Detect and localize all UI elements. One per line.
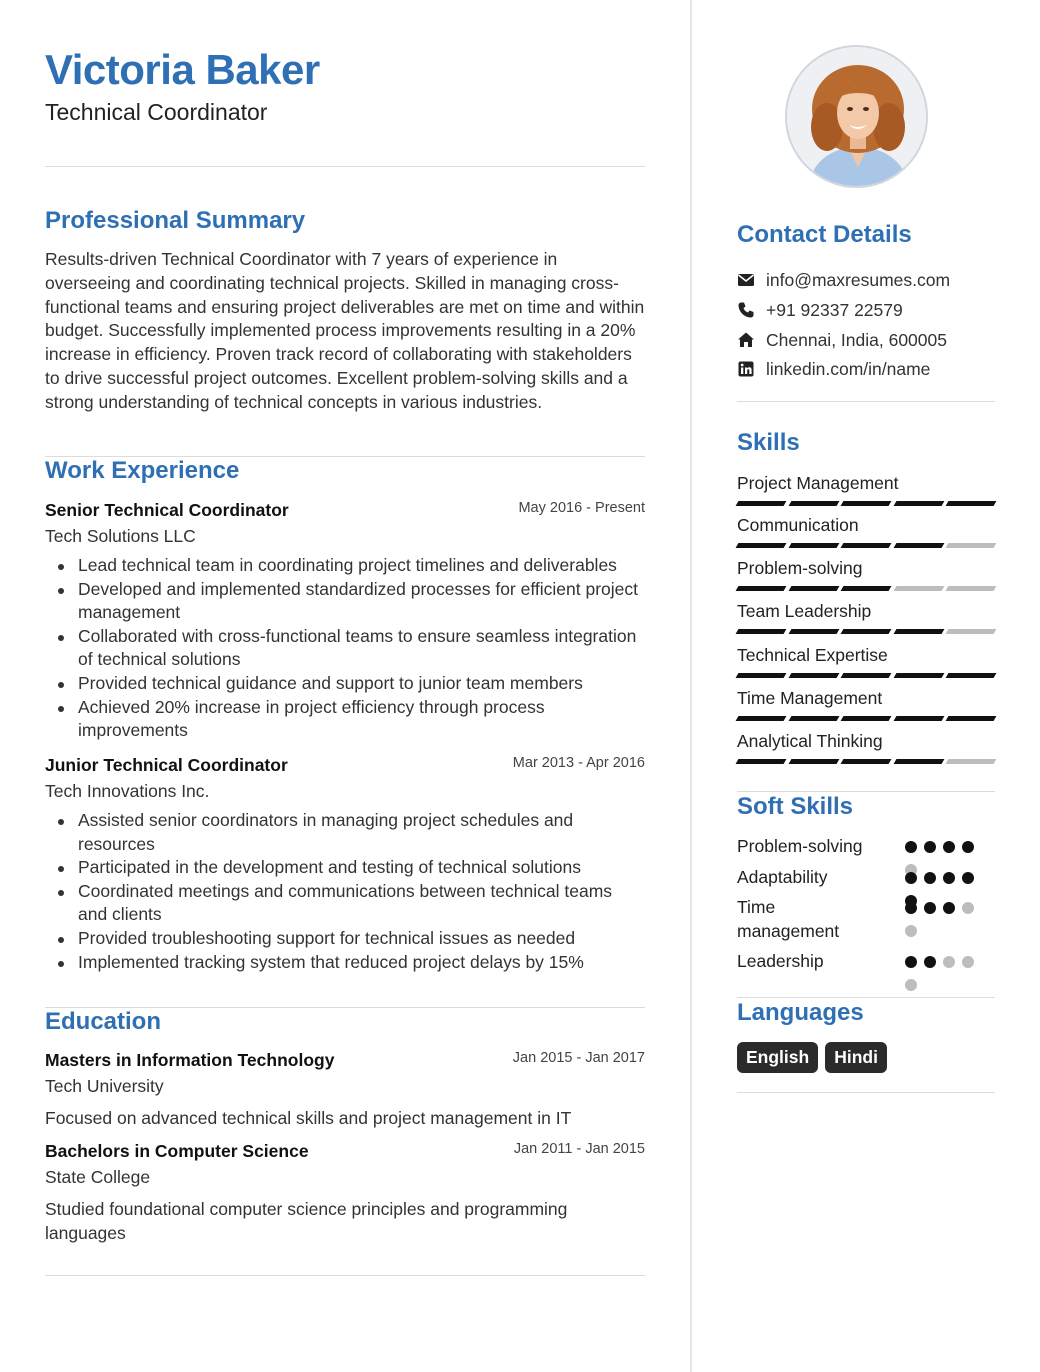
skill-level-segment — [893, 673, 943, 678]
skill-level-bar — [737, 673, 995, 678]
skill-level-segment — [893, 501, 943, 506]
skill-level-segment — [841, 759, 891, 764]
skill-level-segment — [841, 629, 891, 634]
job-bullets — [45, 554, 645, 743]
skill-level-segment — [946, 586, 996, 591]
soft-skill-name: Time management — [737, 897, 840, 941]
school-name: Tech University — [45, 1076, 164, 1096]
degree-title: Bachelors in Computer Science — [45, 1141, 309, 1161]
experience-heading: Work Experience — [45, 457, 240, 484]
rating-dot — [943, 902, 955, 914]
skill-level-segment — [893, 759, 943, 764]
skill-level-segment — [893, 716, 943, 721]
rating-dot — [943, 956, 955, 968]
rating-dot — [943, 841, 955, 853]
rating-dot — [962, 841, 974, 853]
rating-dot — [905, 841, 917, 853]
rating-dot — [905, 872, 917, 884]
skill-name: Project Management — [737, 473, 899, 493]
profile-photo — [785, 45, 928, 188]
language-badge: Hindi — [825, 1042, 887, 1073]
skill-level-segment — [893, 586, 943, 591]
skill-name: Team Leadership — [737, 601, 872, 621]
skill-level-bar — [737, 716, 995, 721]
company-name: Tech Innovations Inc. — [45, 781, 210, 801]
rating-dot — [905, 902, 917, 914]
job-entry — [45, 755, 645, 974]
skill-level-bar — [737, 501, 995, 506]
soft-skills-heading: Soft Skills — [737, 793, 854, 820]
skill-row — [737, 730, 995, 764]
job-title: Senior Technical Coordinator — [45, 500, 289, 520]
skill-row — [737, 557, 995, 591]
skill-level-segment — [841, 501, 891, 506]
linkedin-text[interactable]: linkedin.com/in/name — [766, 359, 931, 379]
skill-row — [737, 644, 995, 678]
skill-level-segment — [946, 501, 996, 506]
skill-name: Analytical Thinking — [737, 731, 883, 751]
skill-level-segment — [736, 759, 786, 764]
skill-level-segment — [736, 501, 786, 506]
skill-level-segment — [736, 629, 786, 634]
education-date: Jan 2011 - Jan 2015 — [513, 1141, 645, 1157]
bullet-item: Assisted senior coordinators in managing project schedules and resources — [45, 809, 645, 856]
skill-row — [737, 600, 995, 634]
skill-level-segment — [788, 759, 838, 764]
contact-address — [737, 328, 995, 352]
bullet-item: Provided technical guidance and support to junior team members — [45, 672, 645, 696]
skill-level-segment — [736, 716, 786, 721]
skill-level-segment — [788, 629, 838, 634]
education-description: Focused on advanced technical skills and project management in IT — [45, 1108, 572, 1128]
contact-linkedin — [737, 357, 995, 381]
skill-level-segment — [788, 543, 838, 548]
soft-skill-name: Adaptability — [737, 867, 828, 887]
skill-name: Communication — [737, 515, 859, 535]
skill-row — [737, 514, 995, 548]
bullet-item: Implemented tracking system that reduced project delays by 15% — [45, 951, 645, 975]
skill-level-segment — [893, 543, 943, 548]
education-entry — [45, 1141, 645, 1245]
skill-level-segment — [788, 673, 838, 678]
skill-row — [737, 472, 995, 506]
skill-level-segment — [736, 543, 786, 548]
summary-text: Results-driven Technical Coordinator with 7 years of experience in overseeing and coordinating technical projects. Skilled in managing cross-functional teams and ensuring project deliverables are met on time and within budget. Successfully implemented process improvements resulting in a 20% increase in efficiency. Proven track record of collaborating with stakeholders to drive successful project outcomes. Excellent problem-solving skills and a strong understanding of technical concepts in various industries. — [45, 249, 645, 412]
skill-level-bar — [737, 586, 995, 591]
rating-dot — [924, 872, 936, 884]
rating-dot — [943, 872, 955, 884]
candidate-name: Victoria Baker — [45, 46, 320, 93]
job-date: Mar 2013 - Apr 2016 — [512, 755, 645, 771]
skill-level-segment — [893, 629, 943, 634]
bullet-item: Participated in the development and testing of technical solutions — [45, 856, 645, 880]
bullet-item: Provided troubleshooting support for technical issues as needed — [45, 927, 645, 951]
education-heading: Education — [45, 1008, 162, 1035]
rating-dot — [905, 956, 917, 968]
phone-text[interactable]: +91 92337 22579 — [766, 300, 903, 320]
divider — [45, 166, 645, 167]
candidate-title: Technical Coordinator — [45, 99, 268, 125]
summary-heading: Professional Summary — [45, 207, 306, 234]
bullet-item: Collaborated with cross-functional teams to ensure seamless integration of technical solutions — [45, 625, 645, 672]
contact-heading: Contact Details — [737, 221, 912, 248]
home-icon — [737, 331, 755, 349]
bullet-item: Developed and implemented standardized processes for efficient project management — [45, 578, 645, 625]
job-bullets — [45, 809, 645, 974]
rating-dot — [905, 925, 917, 937]
linkedin-icon — [737, 360, 755, 378]
skill-level-segment — [841, 716, 891, 721]
skill-level-segment — [841, 673, 891, 678]
languages-heading: Languages — [737, 999, 864, 1026]
skills-heading: Skills — [737, 429, 800, 456]
skill-level-segment — [946, 759, 996, 764]
skill-level-bar — [737, 759, 995, 764]
skill-level-segment — [946, 629, 996, 634]
divider — [45, 1275, 645, 1276]
divider — [737, 997, 995, 998]
bullet-item: Coordinated meetings and communications between technical teams and clients — [45, 880, 645, 927]
contact-phone — [737, 298, 995, 322]
job-entry — [45, 500, 645, 743]
skill-name: Problem-solving — [737, 558, 863, 578]
skill-level-segment — [736, 673, 786, 678]
skill-level-segment — [788, 716, 838, 721]
skill-level-segment — [946, 673, 996, 678]
skill-name: Time Management — [737, 688, 883, 708]
bullet-item: Lead technical team in coordinating project timelines and deliverables — [45, 554, 645, 578]
skill-level-segment — [736, 586, 786, 591]
divider — [737, 401, 995, 402]
skill-level-segment — [946, 716, 996, 721]
rating-dot — [905, 979, 917, 991]
job-title: Junior Technical Coordinator — [45, 755, 288, 775]
divider — [737, 791, 995, 792]
contact-email — [737, 268, 995, 292]
phone-icon — [737, 301, 755, 319]
skill-level-segment — [841, 586, 891, 591]
education-entry — [45, 1050, 645, 1130]
skill-level-segment — [946, 543, 996, 548]
rating-dot — [962, 872, 974, 884]
soft-skill-name: Problem-solving — [737, 836, 863, 856]
education-description: Studied foundational computer science principles and programming languages — [45, 1199, 568, 1243]
skill-level-segment — [841, 543, 891, 548]
education-date: Jan 2015 - Jan 2017 — [512, 1050, 645, 1066]
address-text: Chennai, India, 600005 — [766, 330, 947, 350]
rating-dot — [962, 956, 974, 968]
soft-skill-name: Leadership — [737, 951, 824, 971]
rating-dot — [924, 956, 936, 968]
rating-dot — [962, 902, 974, 914]
job-date: May 2016 - Present — [518, 500, 645, 516]
languages-list — [737, 1042, 887, 1073]
divider — [737, 1092, 995, 1093]
degree-title: Masters in Information Technology — [45, 1050, 335, 1070]
skill-level-bar — [737, 629, 995, 634]
rating-dot — [924, 902, 936, 914]
skill-level-segment — [788, 501, 838, 506]
skill-row — [737, 687, 995, 721]
skill-level-segment — [788, 586, 838, 591]
school-name: State College — [45, 1167, 151, 1187]
envelope-icon — [737, 271, 755, 289]
company-name: Tech Solutions LLC — [45, 526, 196, 546]
rating-dot — [924, 841, 936, 853]
skill-level-bar — [737, 543, 995, 548]
email-text[interactable]: info@maxresumes.com — [766, 270, 951, 290]
bullet-item: Achieved 20% increase in project efficiency through process improvements — [45, 696, 645, 743]
skill-name: Technical Expertise — [737, 645, 888, 665]
language-badge: English — [737, 1042, 818, 1073]
column-divider — [690, 0, 692, 1372]
